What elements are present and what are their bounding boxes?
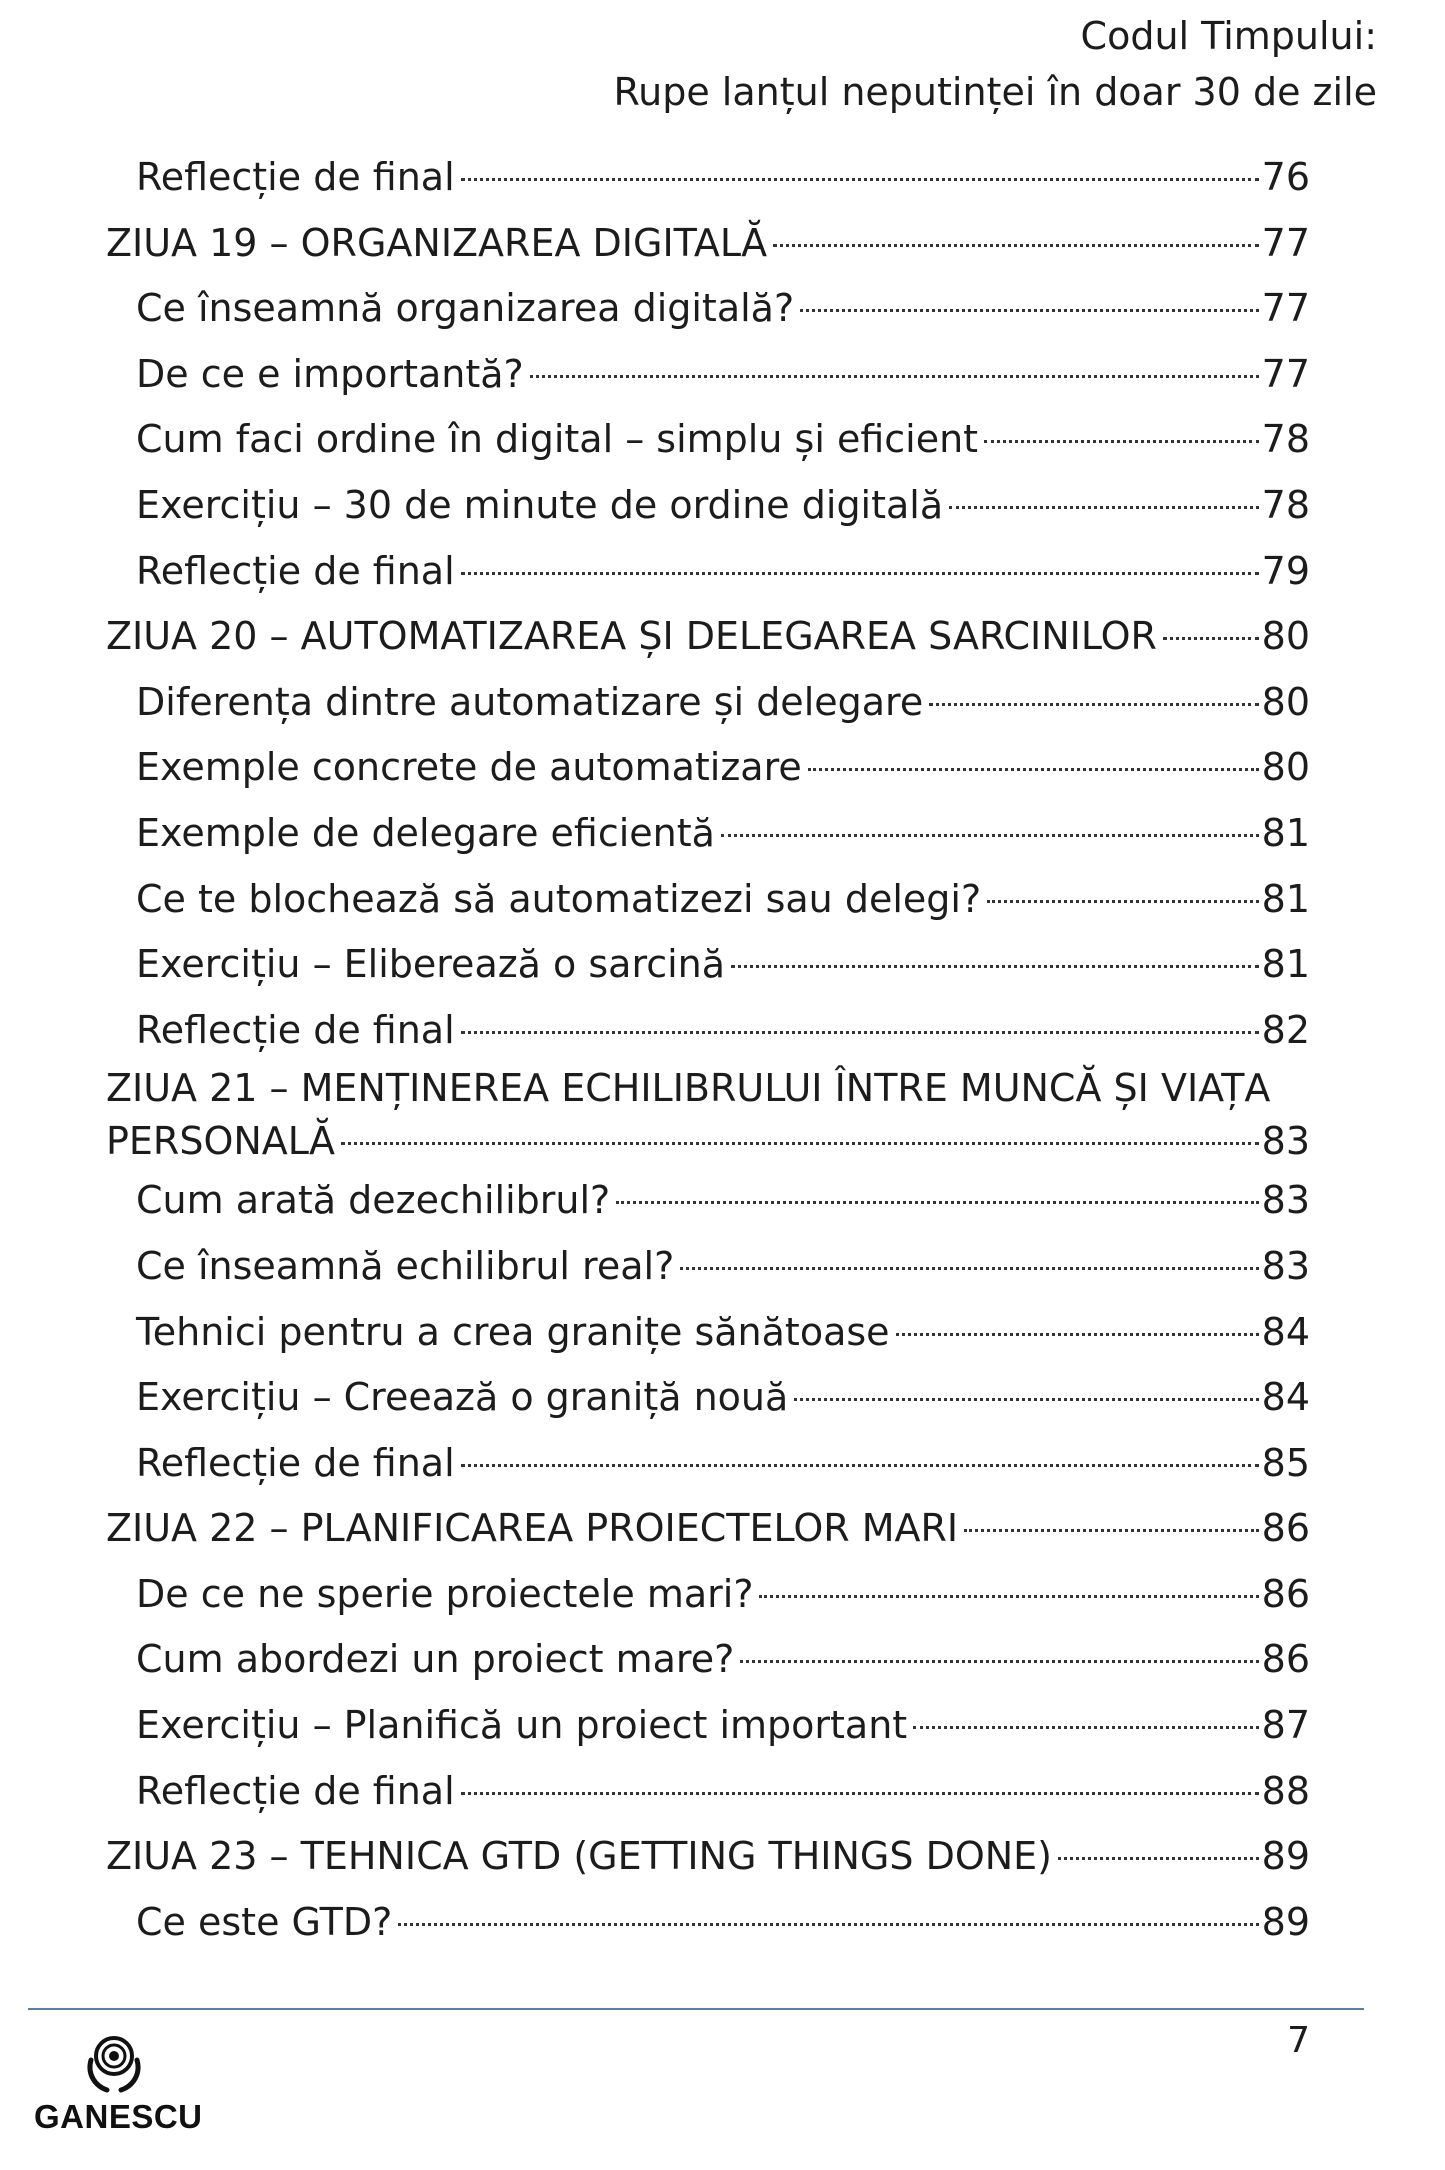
dot-leader [794, 1398, 1258, 1401]
toc-entry-label: Diferența dintre automatizare și delegare [136, 679, 924, 724]
toc-entry[interactable] [106, 1168, 1310, 1234]
publisher-logo [34, 2030, 203, 2136]
dot-leader [929, 703, 1258, 706]
toc-entry-label: ZIUA 22 – PLANIFICAREA PROIECTELOR MARI [106, 1506, 959, 1551]
toc-entry-label: De ce ne sperie proiectele mari? [136, 1571, 754, 1616]
toc-entry-label: Exercițiu – Planifică un proiect important [136, 1703, 908, 1748]
toc-entry-page: 86 [1261, 1506, 1310, 1551]
dot-leader [461, 1031, 1259, 1034]
toc-entry-label: Exercițiu – Eliberează o sarcină [136, 942, 726, 987]
toc-entry-page: 87 [1261, 1703, 1310, 1748]
running-header [613, 8, 1377, 120]
toc-entry[interactable] [106, 1693, 1310, 1759]
toc-entry[interactable] [106, 1431, 1310, 1497]
toc-entry-page: 86 [1261, 1571, 1310, 1616]
toc-entry[interactable] [106, 604, 1310, 670]
toc-entry-page: 81 [1261, 876, 1310, 921]
toc-entry-page: 80 [1261, 679, 1310, 724]
dot-leader [731, 965, 1259, 968]
toc-entry-label: Ce înseamnă organizarea digitală? [136, 286, 795, 331]
dot-leader [773, 244, 1259, 247]
toc-entry[interactable] [106, 1300, 1310, 1366]
dot-leader [759, 1595, 1258, 1598]
toc-entry-label: ZIUA 19 – ORGANIZAREA DIGITALĂ [106, 220, 768, 265]
toc-entry-page: 85 [1261, 1440, 1310, 1485]
dot-leader [740, 1660, 1258, 1663]
page-number: 7 [1287, 2020, 1310, 2061]
book-subtitle: Rupe lanțul neputinței în doar 30 de zile [613, 70, 1377, 114]
toc-entry[interactable] [106, 1627, 1310, 1693]
dot-leader [808, 768, 1259, 771]
dot-leader [964, 1529, 1259, 1532]
toc-entry[interactable] [106, 801, 1310, 867]
dot-leader [987, 900, 1259, 903]
dot-leader [461, 572, 1259, 575]
toc-entry-label: Reflecție de final [136, 1768, 455, 1813]
toc-entry[interactable] [106, 932, 1310, 998]
toc-entry[interactable] [106, 145, 1310, 211]
brand-name: GANESCU [34, 2098, 203, 2135]
toc-entry[interactable] [106, 1824, 1310, 1890]
toc-entry-page: 80 [1261, 745, 1310, 790]
toc-entry-label: Cum abordezi un proiect mare? [136, 1637, 735, 1682]
toc-entry[interactable] [106, 1562, 1310, 1628]
toc-entry-page: 77 [1261, 286, 1310, 331]
toc-entry[interactable] [106, 1890, 1310, 1956]
toc-entry-label: Tehnici pentru a crea granițe sănătoase [136, 1309, 890, 1354]
toc-entry-page: 77 [1261, 351, 1310, 396]
toc-entry-label: De ce e importantă? [136, 351, 524, 396]
dot-leader [530, 375, 1259, 378]
dot-leader [398, 1923, 1258, 1926]
toc-entry-label: ZIUA 20 – AUTOMATIZAREA ȘI DELEGAREA SARCINILOR [106, 614, 1157, 659]
dot-leader [800, 309, 1259, 312]
toc-entry-label: ZIUA 21 – MENȚINEREA ECHILIBRULUI ÎNTRE MUNCĂ ȘI VIAȚA [106, 1066, 1271, 1111]
toc-entry-page: 80 [1261, 614, 1310, 659]
toc-entry[interactable] [106, 1063, 1310, 1168]
toc-entry[interactable] [106, 735, 1310, 801]
toc-entry-page: 84 [1261, 1309, 1310, 1354]
toc-entry-page: 83 [1261, 1119, 1310, 1164]
toc-entry-label-continued: PERSONALĂ [106, 1119, 335, 1164]
dot-leader [1058, 1857, 1259, 1860]
toc-entry[interactable] [106, 867, 1310, 933]
toc-entry-label: Exercițiu – Creează o graniță nouă [136, 1375, 789, 1420]
toc-entry-page: 83 [1261, 1178, 1310, 1223]
toc-entry-label: Reflecție de final [136, 1007, 455, 1052]
toc-entry-label: Ce te blochează să automatizezi sau delegi? [136, 876, 982, 921]
toc-entry-page: 81 [1261, 810, 1310, 855]
toc-entry-page: 76 [1261, 155, 1310, 199]
toc-entry-label: Reflecție de final [136, 548, 455, 593]
ganescu-logo-icon [81, 2030, 147, 2096]
toc-entry-page: 78 [1261, 482, 1310, 527]
toc-entry-page: 77 [1261, 220, 1310, 265]
toc-entry-page: 78 [1261, 417, 1310, 462]
toc-entry-label: Reflecție de final [136, 155, 455, 199]
dot-leader [949, 506, 1258, 509]
dot-leader [1163, 637, 1259, 640]
toc-entry[interactable] [106, 1365, 1310, 1431]
dot-leader [461, 1464, 1259, 1467]
toc-entry[interactable] [106, 539, 1310, 605]
toc-entry-page: 84 [1261, 1375, 1310, 1420]
dot-leader [616, 1201, 1258, 1204]
dot-leader [984, 440, 1259, 443]
toc-entry[interactable] [106, 1759, 1310, 1825]
toc-entry-label: Exercițiu – 30 de minute de ordine digitală [136, 482, 944, 527]
toc-entry[interactable] [106, 342, 1310, 408]
toc-entry-page: 79 [1261, 548, 1310, 593]
dot-leader [721, 834, 1259, 837]
table-of-contents [106, 145, 1310, 1955]
dot-leader [341, 1142, 1259, 1145]
toc-entry[interactable] [106, 407, 1310, 473]
toc-entry[interactable] [106, 211, 1310, 277]
toc-entry[interactable] [106, 473, 1310, 539]
toc-entry-page: 88 [1261, 1768, 1310, 1813]
footer-divider [28, 2008, 1364, 2010]
toc-entry[interactable] [106, 1496, 1310, 1562]
toc-entry-label: Ce înseamnă echilibrul real? [136, 1243, 675, 1288]
toc-entry-label: ZIUA 23 – TEHNICA GTD (GETTING THINGS DONE) [106, 1834, 1053, 1879]
dot-leader [461, 178, 1259, 181]
toc-entry-label: Ce este GTD? [136, 1899, 393, 1944]
toc-entry-label: Cum arată dezechilibrul? [136, 1178, 611, 1223]
dot-leader [896, 1333, 1259, 1336]
toc-entry[interactable] [106, 276, 1310, 342]
toc-entry-page: 83 [1261, 1243, 1310, 1288]
dot-leader [461, 1792, 1259, 1795]
toc-entry-page: 81 [1261, 942, 1310, 987]
toc-entry[interactable] [106, 998, 1310, 1064]
toc-entry[interactable] [106, 1234, 1310, 1300]
toc-entry-label: Exemple concrete de automatizare [136, 745, 802, 790]
book-title: Codul Timpului: [1080, 14, 1377, 58]
toc-entry-page: 86 [1261, 1637, 1310, 1682]
toc-entry-page: 89 [1261, 1899, 1310, 1944]
dot-leader [680, 1267, 1258, 1270]
dot-leader [913, 1726, 1258, 1729]
toc-entry-page: 82 [1261, 1007, 1310, 1052]
toc-entry-label: Exemple de delegare eficientă [136, 810, 715, 855]
toc-entry-label: Cum faci ordine în digital – simplu și eficient [136, 417, 979, 462]
toc-entry-page: 89 [1261, 1834, 1310, 1879]
toc-entry-label: Reflecție de final [136, 1440, 455, 1485]
toc-entry[interactable] [106, 670, 1310, 736]
